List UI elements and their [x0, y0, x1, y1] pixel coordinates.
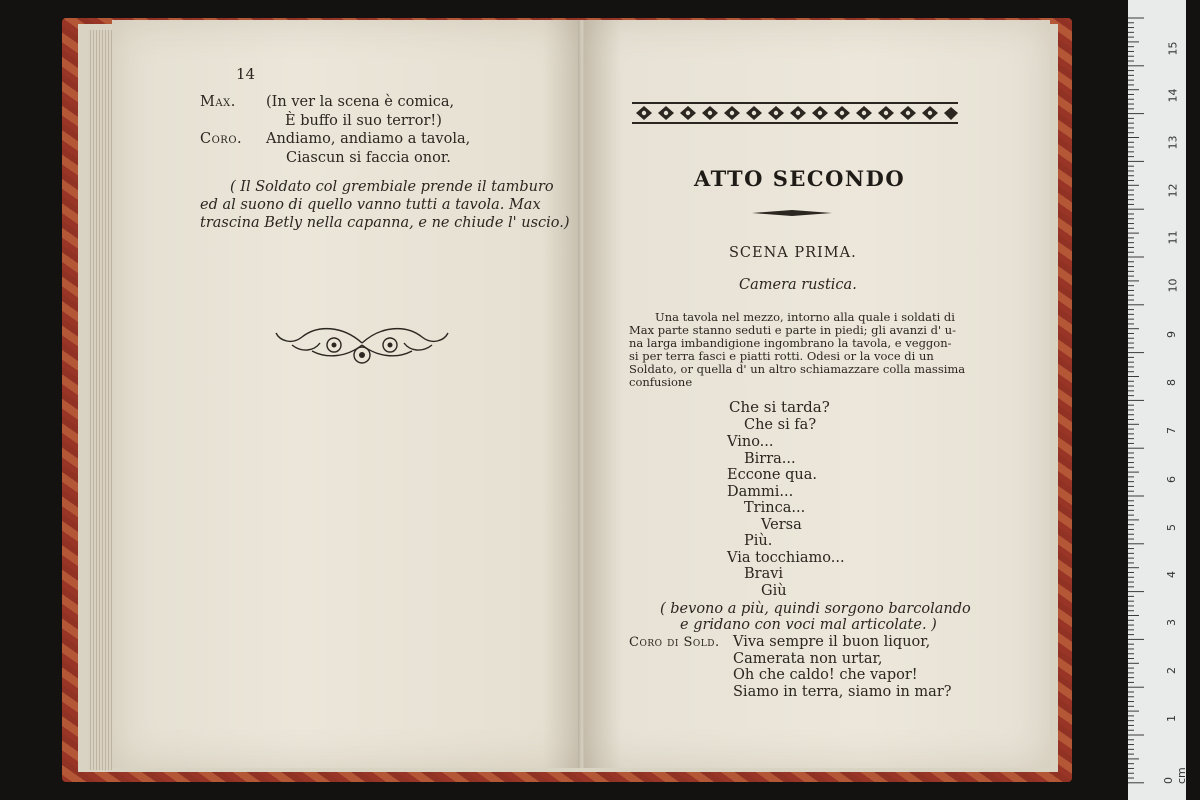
stage-direction-line: ed al suono di quello vanno tutti a tavola. Max	[200, 197, 541, 213]
stage-direction-line: ( bevono a più, quindi sorgono barcolando	[660, 601, 971, 617]
stage-direction-line: ( Il Soldato col grembiale prende il tamburo	[230, 179, 554, 195]
ruler-number: 9	[1165, 331, 1178, 338]
ruler-number: 6	[1165, 476, 1178, 483]
chorus-line: Camerata non urtar,	[733, 651, 883, 667]
verse-line: Dammi...	[727, 484, 794, 500]
ruler-number: 3	[1165, 619, 1178, 626]
description-line: Soldato, or quella d' un altro schiamazzare colla massima	[629, 362, 966, 376]
act-title: ATTO SECONDO	[694, 166, 906, 191]
title-divider	[752, 209, 832, 217]
page-edges	[88, 30, 112, 770]
verse-line: Via tocchiamo...	[727, 550, 845, 566]
verse-line: Eccone qua.	[727, 467, 817, 483]
ruler-number: 8	[1165, 379, 1178, 386]
measuring-ruler	[1128, 0, 1186, 800]
ruler-number: 1	[1165, 715, 1178, 722]
ruler-number: 4	[1165, 571, 1178, 578]
ruler-ticks	[1128, 0, 1186, 800]
verse-line: Birra...	[744, 451, 796, 467]
dialogue-line: Ciascun si faccia onor.	[286, 150, 451, 166]
scene-setting: Camera rustica.	[739, 277, 857, 293]
description-line: si per terra fasci e piatti rotti. Odesi or la voce di un	[629, 349, 934, 363]
chorus-line: Viva sempre il buon liquor,	[733, 634, 931, 650]
chorus-line: Siamo in terra, siamo in mar?	[733, 684, 952, 700]
dialogue-line: È buffo il suo terror!)	[285, 113, 442, 129]
stage-direction-line: e gridano con voci mal articolate. )	[680, 617, 937, 633]
ruler-number: 15	[1166, 41, 1180, 56]
verse-line: Più.	[744, 533, 773, 549]
description-line: na larga imbandigione ingombrano la tavola, e veggon-	[629, 336, 952, 350]
ruler-number: 10	[1166, 278, 1180, 293]
ruler-number: 7	[1165, 427, 1178, 434]
ornamental-band	[632, 102, 958, 124]
scene-title: SCENA PRIMA.	[729, 245, 857, 261]
chorus-speaker: Coro di Sold.	[629, 635, 720, 650]
verse-line: Che si tarda?	[729, 398, 830, 416]
description-line: Max parte stanno seduti e parte in piedi; gli avanzi d' u-	[629, 323, 957, 337]
ruler-number: 11	[1166, 230, 1180, 245]
page-number: 14	[236, 65, 256, 83]
ruler-number: 5	[1165, 524, 1178, 531]
description-line: confusione	[629, 375, 693, 389]
verse-line: Vino...	[727, 434, 774, 450]
speaker-max: Max.	[200, 94, 236, 110]
speaker-coro: Coro.	[200, 131, 243, 147]
verse-line: Trinca...	[744, 500, 806, 516]
ruler-number: 2	[1165, 667, 1178, 674]
description-line: Una tavola nel mezzo, intorno alla quale i soldati di	[655, 310, 955, 324]
verse-line: Che si fa?	[744, 417, 817, 433]
verse-line: Bravi	[744, 566, 784, 582]
chorus-line: Oh che caldo! che vapor!	[733, 667, 918, 683]
verse-line: Versa	[761, 517, 802, 533]
ruler-number: 12	[1166, 183, 1180, 198]
floral-ornament	[272, 315, 452, 371]
stage-direction-line: trascina Betly nella capanna, e ne chiude l' uscio.)	[200, 215, 570, 231]
ruler-number: 14	[1166, 88, 1180, 103]
dialogue-line: Andiamo, andiamo a tavola,	[266, 131, 471, 147]
dialogue-line: (In ver la scena è comica,	[266, 94, 455, 110]
ruler-number: 13	[1166, 135, 1180, 150]
ruler-unit-label: 0 cm	[1162, 767, 1188, 784]
verse-line: Giù	[761, 583, 787, 599]
